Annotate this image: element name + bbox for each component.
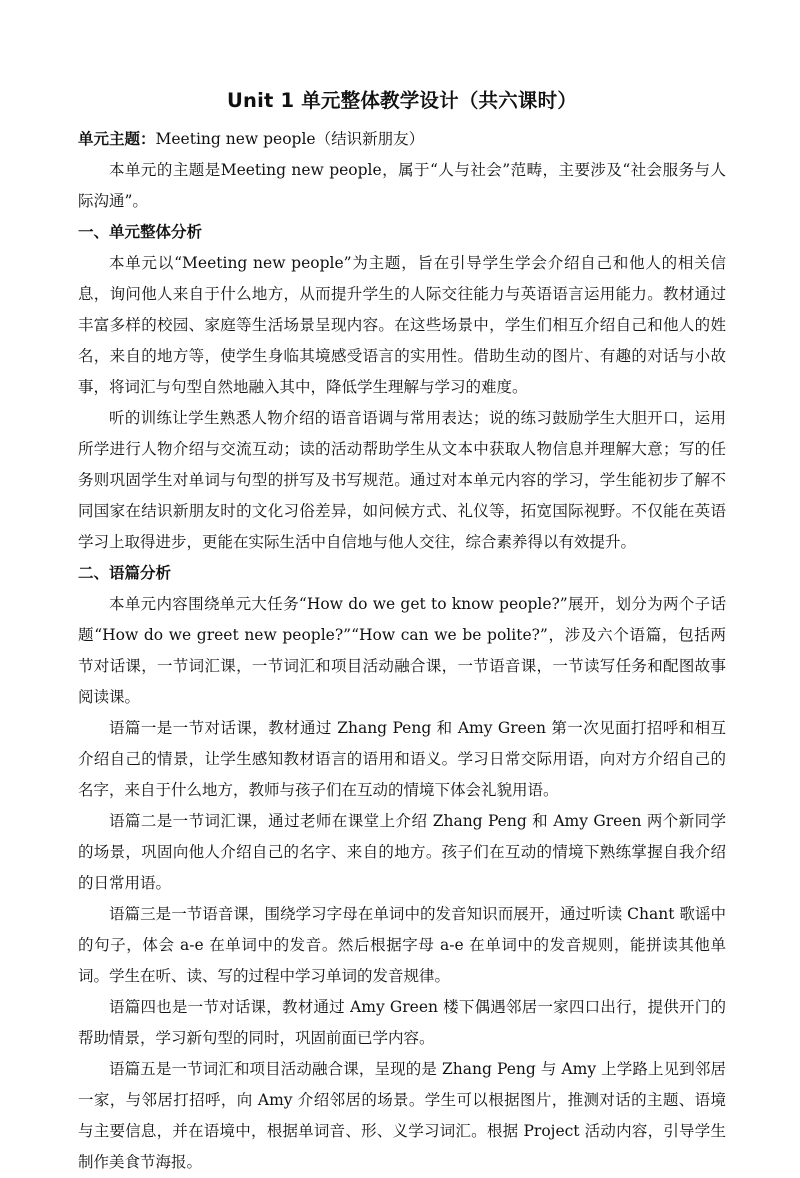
paragraph: 本单元以“Meeting new people”为主题，旨在引导学生学会介绍自己和他人的相关信息，询问他人来自于什么地方，从而提升学生的人际交往能力与英语语言运用能力。教材通过丰富多样的校园、家庭等生活场景呈现内容。在这些场景中，学生们相互介绍自己和他人的姓名，来自的地方等，使学生身临其境感受语言的实用性。借助生动的图片、有趣的对话与小故事，将词汇与句型自然地融入其中，降低学生理解与学习的难度。 [78, 254, 726, 396]
paragraph: 本单元内容围绕单元大任务“How do we get to know people?”展开，划分为两个子话题“How do we greet new people?”“How can we be polite?”，涉及六个语篇，包括两节对话课，一节词汇课，一节词汇和项目活动融合课，一节语音课，一节读写任务和配图故事阅读课。 [78, 595, 726, 706]
unit-theme-label: 单元主题： [78, 130, 156, 148]
paragraph: 语篇四也是一节对话课，教材通过 Amy Green 楼下偶遇邻居一家四口出行，提供开门的帮助情景，学习新句型的同时，巩固前面已学内容。 [78, 998, 726, 1047]
document-page [78, 86, 726, 1178]
section-heading-text-analysis: 二、语篇分析 [78, 564, 172, 582]
paragraph: 语篇三是一节语音课，围绕学习字母在单词中的发音知识而展开，通过听读 Chant 歌谣中的句子，体会 a-e 在单词中的发音。然后根据字母 a-e 在单词中的发音规则，能拼读其他单词。学生在听、读、写的过程中学习单词的发音规律。 [78, 905, 726, 985]
unit-theme-line [78, 124, 726, 155]
document-title: Unit 1 单元整体教学设计（共六课时） [226, 89, 578, 112]
paragraph: 语篇一是一节对话课，教材通过 Zhang Peng 和 Amy Green 第一次见面打招呼和相互介绍自己的情景，让学生感知教材语言的语用和语义。学习日常交际用语，向对方介绍自己的名字，来自于什么地方，教师与孩子们在互动的情境下体会礼貌用语。 [78, 719, 726, 799]
paragraph: 听的训练让学生熟悉人物介绍的语音语调与常用表达；说的练习鼓励学生大胆开口，运用所学进行人物介绍与交流互动；读的活动帮助学生从文本中获取人物信息并理解大意；写的任务则巩固学生对单词与句型的拼写及书写规范。通过对本单元内容的学习，学生能初步了解不同国家在结识新朋友时的文化习俗差异，如问候方式、礼仪等，拓宽国际视野。不仅能在英语学习上取得进步，更能在实际生活中自信地与他人交往，综合素养得以有效提升。 [78, 409, 726, 551]
paragraph: 语篇五是一节词汇和项目活动融合课，呈现的是 Zhang Peng 与 Amy 上学路上见到邻居一家，与邻居打招呼，向 Amy 介绍邻居的场景。学生可以根据图片，推测对话的主题、语境与主要信息，并在语境中，根据单词音、形、义学习词汇。根据 Project 活动内容，引导学生制作美食节海报。 [78, 1060, 726, 1171]
intro-paragraph: 本单元的主题是Meeting new people，属于“人与社会”范畴，主要涉及“社会服务与人际沟通”。 [78, 161, 726, 210]
section-heading-unit-analysis: 一、单元整体分析 [78, 223, 203, 241]
unit-theme-value: Meeting new people（结识新朋友） [155, 130, 425, 148]
paragraph: 语篇二是一节词汇课，通过老师在课堂上介绍 Zhang Peng 和 Amy Green 两个新同学的场景，巩固向他人介绍自己的名字、来自的地方。孩子们在互动的情境下熟练掌握自我介绍的日常用语。 [78, 812, 726, 892]
